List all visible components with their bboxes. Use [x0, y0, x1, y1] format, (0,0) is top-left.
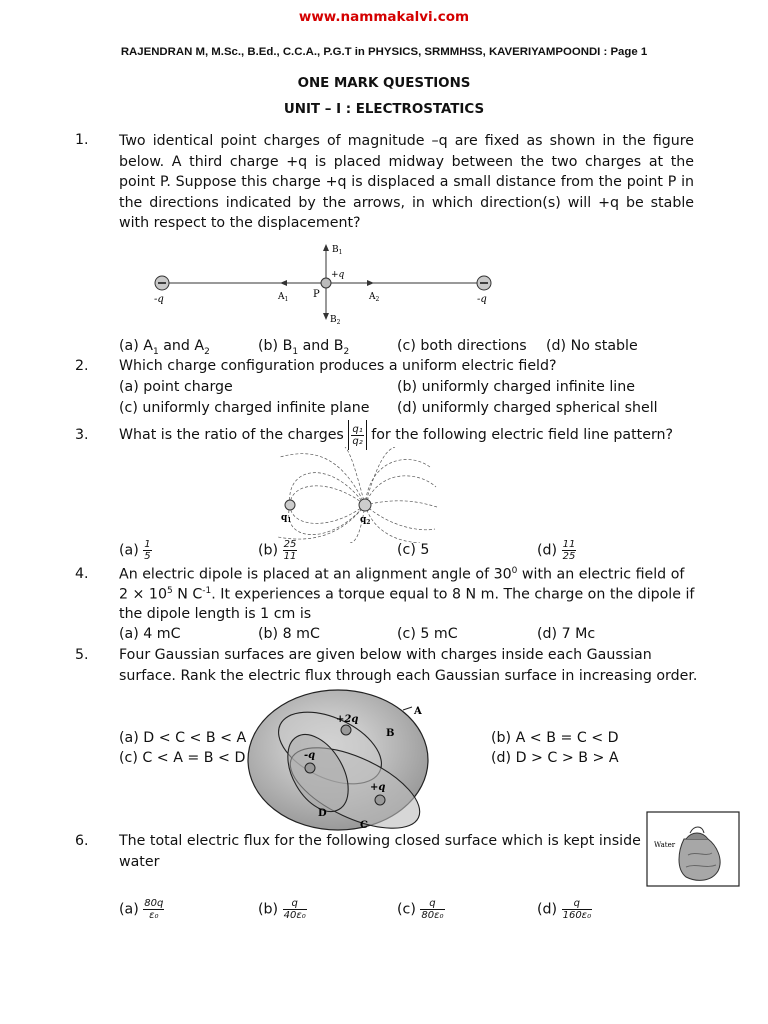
q2-option-c[interactable]: (c) uniformly charged infinite plane: [119, 400, 370, 416]
q3-field-lines-figure: [270, 447, 438, 543]
q1-b1-sub: 1: [338, 249, 343, 256]
question-1-text: Two identical point charges of magnitude –q are fixed as shown in the figure below. A third charge +q is placed midway between the two charges at the point P. Suppose this charge +q is displaced a small distance from the point P in the directions indicated by the arrows, in which direction(s) will +q be stable with respect to the displacement?: [119, 133, 694, 232]
q4-option-b[interactable]: (b) 8 mC: [258, 626, 320, 642]
q1-point-label: P: [313, 289, 320, 300]
question-number-6: 6.: [75, 833, 89, 849]
q3-q1-label: q: [281, 513, 288, 523]
svg-text:q1: [281, 513, 291, 524]
question-6-line-2: water: [119, 854, 160, 870]
q3-option-b[interactable]: (b) $\frac{25}{11}$: [258, 539, 297, 562]
svg-text:A1: [277, 292, 288, 303]
q2-option-b[interactable]: (b) uniformly charged infinite line: [397, 379, 635, 395]
q5-charge-plus-q: +q: [370, 782, 386, 793]
q6-option-c[interactable]: (c) $\frac{q}{\text{80ε₀}}$: [397, 898, 444, 921]
q5-option-b[interactable]: (b) A < B = C < D: [491, 730, 619, 746]
q5-surface-b-label: B: [386, 728, 395, 739]
unit-title: UNIT – I : ELECTROSTATICS: [283, 102, 485, 117]
site-url[interactable]: www.nammakalvi.com: [298, 9, 470, 25]
question-3-text: What is the ratio of the charges $\frac{\text{q₁}}{\text{q₂}}$ for the following electric field line pattern?: [119, 420, 673, 450]
q1-b2-label: B: [330, 315, 337, 325]
svg-text:B2: [330, 315, 341, 326]
question-6-line-1: The total electric flux for the following closed surface which is kept inside: [119, 833, 641, 849]
q5-surface-d-label: D: [318, 808, 327, 819]
q6-option-b[interactable]: (b) $\frac{q}{\text{40ε₀}}$: [258, 898, 306, 921]
question-5-line-2: surface. Rank the electric flux through each Gaussian surface in increasing order.: [119, 668, 698, 684]
q1-center-charge-label: +q: [331, 270, 345, 280]
q5-option-a[interactable]: (a) D < C < B < A: [119, 730, 247, 746]
question-number-3: 3.: [75, 427, 89, 443]
question-number-1: 1.: [75, 132, 89, 148]
q4-option-d[interactable]: (d) 7 Mc: [537, 626, 596, 642]
question-number-2: 2.: [75, 358, 89, 374]
q1-charge-figure: [140, 240, 510, 330]
q1-b2-sub: 2: [336, 319, 341, 326]
q1-left-charge-label: -q: [154, 294, 164, 305]
svg-text:B1: [332, 245, 342, 256]
q1-option-a[interactable]: (a) $A_1$ and $A_2$: [119, 338, 210, 357]
question-number-5: 5.: [75, 647, 89, 663]
q5-option-d[interactable]: (d) D > C > B > A: [491, 750, 619, 766]
q6-water-label: Water: [654, 841, 676, 849]
question-4-line-3: the dipole length is 1 cm is: [119, 606, 312, 622]
q3-q2-sub: 2: [366, 519, 371, 526]
q3-q2-label: q: [360, 515, 367, 525]
q5-surface-c-label: C: [360, 820, 368, 831]
question-4-line-2: $2 \times 10^5$ N $C^{-1}$. It experiences a torque equal to 8 N m. The charge on the dipole if: [119, 586, 695, 603]
q1-a2-label: A: [369, 292, 376, 302]
q4-option-a[interactable]: (a) 4 mC: [119, 626, 181, 642]
q1-b1-label: B: [332, 245, 339, 255]
q1-right-charge-label: -q: [477, 294, 487, 305]
q5-gaussian-surfaces-figure: [240, 688, 440, 836]
q3-option-c[interactable]: (c) 5: [397, 542, 430, 558]
q3-q1-sub: 1: [287, 517, 292, 524]
q2-option-a[interactable]: (a) point charge: [119, 379, 233, 395]
question-4-line-1: An electric dipole is placed at an alignment angle of $30^0$ with an electric field of: [119, 566, 685, 583]
q1-a1-sub: 1: [284, 296, 289, 303]
q4-option-c[interactable]: (c) 5 mC: [397, 626, 458, 642]
svg-text:q2: [360, 515, 370, 526]
question-number-4: 4.: [75, 566, 89, 582]
q6-water-bag-figure: [646, 811, 740, 887]
question-5-line-1: Four Gaussian surfaces are given below with charges inside each Gaussian: [119, 647, 652, 663]
q6-option-d[interactable]: (d) $\frac{q}{\text{160ε₀}}$: [537, 898, 592, 921]
q1-option-d[interactable]: (d) No stable: [546, 338, 638, 354]
q1-option-b[interactable]: (b) $B_1$ and $B_2$: [258, 338, 350, 357]
q6-option-a[interactable]: (a) $\frac{80q}{\text{ε₀}}$: [119, 898, 164, 921]
q5-charge-plus-2q: +2q: [336, 714, 359, 725]
q5-option-c[interactable]: (c) C < A = B < D: [119, 750, 246, 766]
q1-a2-sub: 2: [375, 296, 380, 303]
q2-option-d[interactable]: (d) uniformly charged spherical shell: [397, 400, 658, 416]
author-line: RAJENDRAN M, M.Sc., B.Ed., C.C.A., P.G.T in PHYSICS, SRMMHSS, KAVERIYAMPOONDI : Page 1: [120, 46, 648, 58]
question-2-text: Which charge configuration produces a uniform electric field?: [119, 358, 557, 374]
svg-text:A2: [368, 292, 380, 303]
q1-option-c[interactable]: (c) both directions: [397, 338, 527, 354]
q5-charge-minus-q: -q: [304, 750, 316, 761]
page-title: ONE MARK QUESTIONS: [297, 76, 471, 91]
q5-surface-a-label: A: [414, 706, 422, 717]
q1-a1-label: A: [278, 292, 285, 302]
q3-option-a[interactable]: (a) $\frac{1}{5}$: [119, 539, 151, 562]
q3-option-d[interactable]: (d) $\frac{11}{25}$: [537, 539, 576, 562]
